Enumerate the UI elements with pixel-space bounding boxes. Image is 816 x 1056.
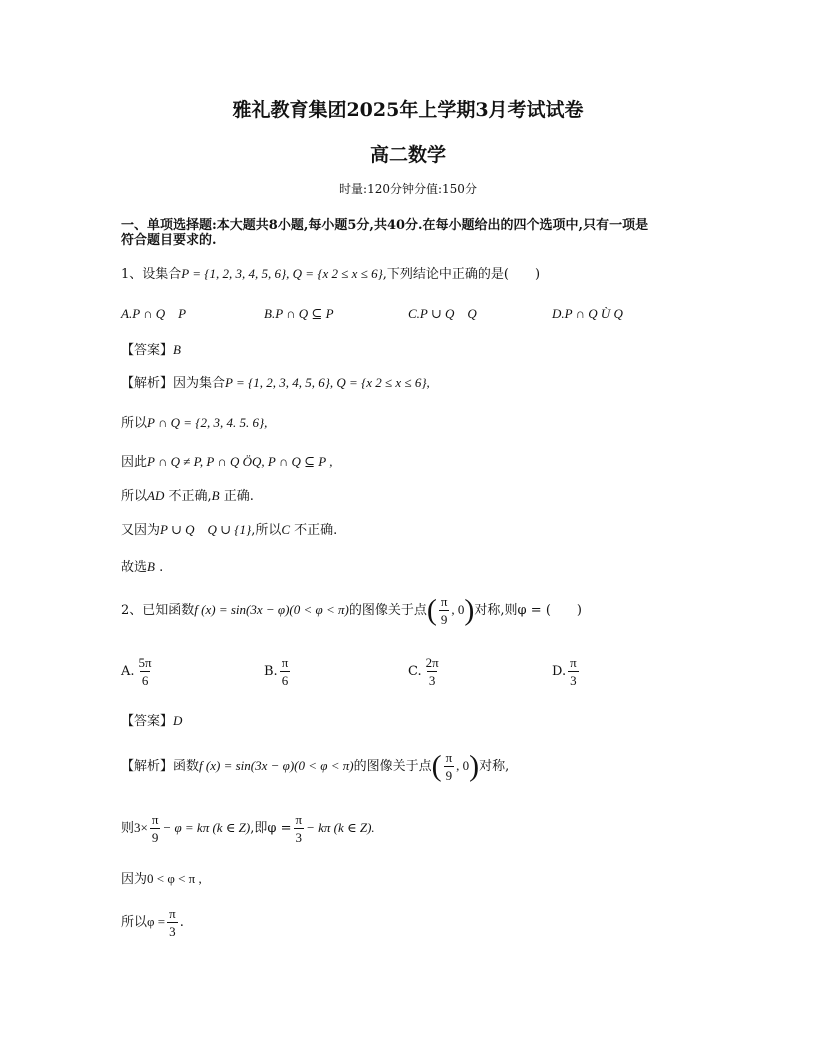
q2-analysis-2-d: − kπ (k ∈ Z).	[306, 820, 375, 835]
q1-analysis-5-math: P ∪ Q Q ∪ {1}	[160, 522, 252, 537]
q2-analysis-4-end: .	[179, 915, 184, 930]
q2-analysis-2-den2: 3	[295, 830, 303, 845]
q1-analysis-6-text: 故选	[121, 560, 148, 575]
q2-analysis-2-b: − φ = kπ (k ∈ Z)	[162, 820, 251, 835]
q2-option-b-frac	[280, 655, 291, 688]
q2-analysis-1-num: π	[445, 750, 453, 765]
q2-analysis-1-mid: 的图像关于点	[353, 759, 432, 774]
q1-analysis-5-text-a: 又因为	[121, 523, 161, 538]
q1-analysis-4-text-b: 不正确,	[164, 489, 212, 504]
q2-option-d	[552, 654, 581, 690]
subject-title: 高二数学	[369, 144, 446, 166]
q2-analysis-2-frac2	[294, 812, 305, 845]
q2-analysis-4-frac	[167, 906, 178, 939]
q2-option-c-label: C.	[408, 664, 422, 679]
q2-option-b-label: B.	[264, 664, 278, 679]
q2-analysis-1-text: 函数	[173, 759, 200, 774]
q1-option-c	[408, 305, 477, 324]
q2-analysis-2-num1: π	[151, 812, 159, 827]
q2-analysis-paren-close: )	[469, 749, 480, 783]
q2-analysis-1-den: 9	[445, 768, 453, 783]
q2-function: f (x) = sin(3x − φ)(0 < φ < π)	[194, 602, 349, 617]
q2-analysis-4-text: 所以	[121, 915, 148, 930]
q1-analysis-6-math: B	[147, 559, 155, 574]
q2-option-d-num: π	[570, 655, 577, 670]
q1-option-c-text: C.P ∪ Q Q	[408, 306, 477, 321]
q1-analysis-5-math-b: C	[281, 522, 290, 537]
q1-analysis-4	[121, 487, 254, 506]
q2-answer	[121, 712, 182, 731]
q2-prefix: 2、已知函数	[121, 603, 195, 618]
q2-analysis-3-math: 0 < φ < π ,	[147, 871, 202, 886]
q1-analysis-4-text-a: 所以	[121, 489, 148, 504]
q2-analysis-3	[121, 870, 202, 889]
q1-analysis-1-math: P = {1, 2, 3, 4, 5, 6}, Q = {x 2 ≤ x ≤ 6},	[225, 375, 430, 390]
q1-analysis-5-text-c: 不正确.	[290, 523, 338, 538]
q1-option-a-text: A.P ∩ Q P	[121, 306, 187, 321]
q2-analysis-1	[121, 746, 509, 786]
exam-meta: 时量:120分钟分值:150分	[339, 182, 477, 196]
q2-option-a-label: A.	[121, 664, 135, 679]
q2-option-c-den: 3	[428, 673, 436, 688]
q2-analysis-4-math: φ =	[147, 914, 166, 929]
exam-title: 雅礼教育集团2025年上学期3月考试试卷	[232, 99, 584, 121]
q2-analysis-2-text: 则	[121, 821, 135, 836]
q2-point-den: 9	[440, 612, 448, 627]
q1-option-b	[264, 305, 334, 324]
q1-analysis-3-math: P ∩ Q ≠ P, P ∩ Q ÖQ, P ∩ Q ⊆ P ,	[147, 454, 333, 469]
q2-analysis-paren-open: (	[431, 749, 442, 783]
q1-analysis-2	[121, 414, 267, 433]
q1-answer-value: B	[173, 342, 181, 357]
q2-analysis-2-num2: π	[295, 812, 303, 827]
q2-analysis-2-den1: 9	[151, 830, 159, 845]
q1-answer	[121, 341, 181, 360]
q2-point-tail: , 0	[451, 602, 465, 617]
q2-answer-label: 【答案】	[121, 714, 174, 729]
q2-option-a-num: 5π	[138, 655, 152, 670]
q2-analysis-2	[121, 808, 375, 848]
q1-analysis-label: 【解析】	[121, 376, 174, 391]
q1-analysis-2-math: P ∩ Q = {2, 3, 4. 5. 6},	[147, 415, 268, 430]
q2-analysis-2-a: 3×	[134, 820, 148, 835]
q2-analysis-1-math: f (x) = sin(3x − φ)(0 < φ < π)	[199, 758, 354, 773]
q1-analysis-4-text-c: 正确.	[219, 489, 254, 504]
q2-option-a	[121, 654, 156, 690]
q2-analysis-4-den: 3	[169, 924, 176, 939]
q1-option-a	[121, 305, 186, 324]
q1-option-d-text: D.P ∩ Q Ù Q	[552, 306, 623, 321]
q1-answer-label: 【答案】	[121, 343, 174, 358]
q1-analysis-6	[121, 558, 163, 577]
q1-option-b-text: B.P ∩ Q ⊆ P	[264, 306, 334, 321]
q2-option-b	[264, 654, 292, 690]
q1-analysis-5	[121, 521, 337, 540]
q2-suffix: 对称,则φ = ( )	[474, 603, 582, 618]
q1-set-p: P = {1, 2, 3, 4, 5, 6},	[181, 266, 293, 281]
q2-analysis-1-end: 对称,	[479, 759, 510, 774]
q2-point-frac	[439, 594, 450, 627]
question-2	[121, 590, 582, 630]
q2-answer-value: D	[173, 713, 183, 728]
q2-option-c-num: 2π	[425, 655, 439, 670]
section-heading-cont: 符合题目要求的.	[121, 233, 217, 248]
q1-analysis-4-math-a: AD	[147, 488, 165, 503]
q2-paren-close: )	[464, 593, 475, 627]
q2-option-d-den: 3	[570, 673, 577, 688]
q1-set-q: Q = {x 2 ≤ x ≤ 6}	[292, 266, 383, 281]
q2-analysis-2-c: ,即φ =	[250, 821, 292, 836]
q2-point-num: π	[440, 594, 448, 609]
q2-analysis-1-frac	[444, 750, 455, 783]
q1-analysis-6-end: .	[154, 560, 164, 575]
q2-option-c-frac	[424, 655, 441, 688]
q2-analysis-label: 【解析】	[121, 759, 174, 774]
q1-suffix: ,下列结论中正确的是( )	[382, 267, 541, 282]
q2-option-a-den: 6	[141, 673, 149, 688]
q1-analysis-5-text-b: ,所以	[251, 523, 282, 538]
q1-analysis-1	[121, 374, 430, 393]
question-1	[121, 265, 540, 284]
q2-option-d-label: D.	[552, 664, 567, 679]
q2-analysis-1-tail: , 0	[456, 758, 470, 773]
q1-analysis-4-math-b: B	[211, 488, 220, 503]
q1-analysis-2-text: 所以	[121, 416, 148, 431]
q1-analysis-3-text: 因此	[121, 455, 148, 470]
q2-analysis-2-frac1	[150, 812, 161, 845]
q2-option-a-frac	[137, 655, 154, 688]
q2-paren-open: (	[426, 593, 437, 627]
section-heading: 一、单项选择题:本大题共8小题,每小题5分,共40分.在每小题给出的四个选项中,只有一项是	[121, 218, 649, 233]
q1-prefix: 1、设集合	[121, 267, 182, 282]
q2-option-d-frac	[568, 655, 579, 688]
q2-mid: 的图像关于点	[348, 603, 427, 618]
q1-analysis-1-text: 因为集合	[173, 376, 226, 391]
q1-option-d	[552, 305, 623, 324]
q2-analysis-3-text: 因为	[121, 872, 148, 887]
q2-analysis-4-num: π	[169, 906, 176, 921]
q2-analysis-4	[121, 902, 184, 942]
q2-option-c	[408, 654, 443, 690]
q2-option-b-den: 6	[281, 673, 289, 688]
q1-analysis-3	[121, 453, 333, 472]
q2-option-b-num: π	[281, 655, 289, 670]
